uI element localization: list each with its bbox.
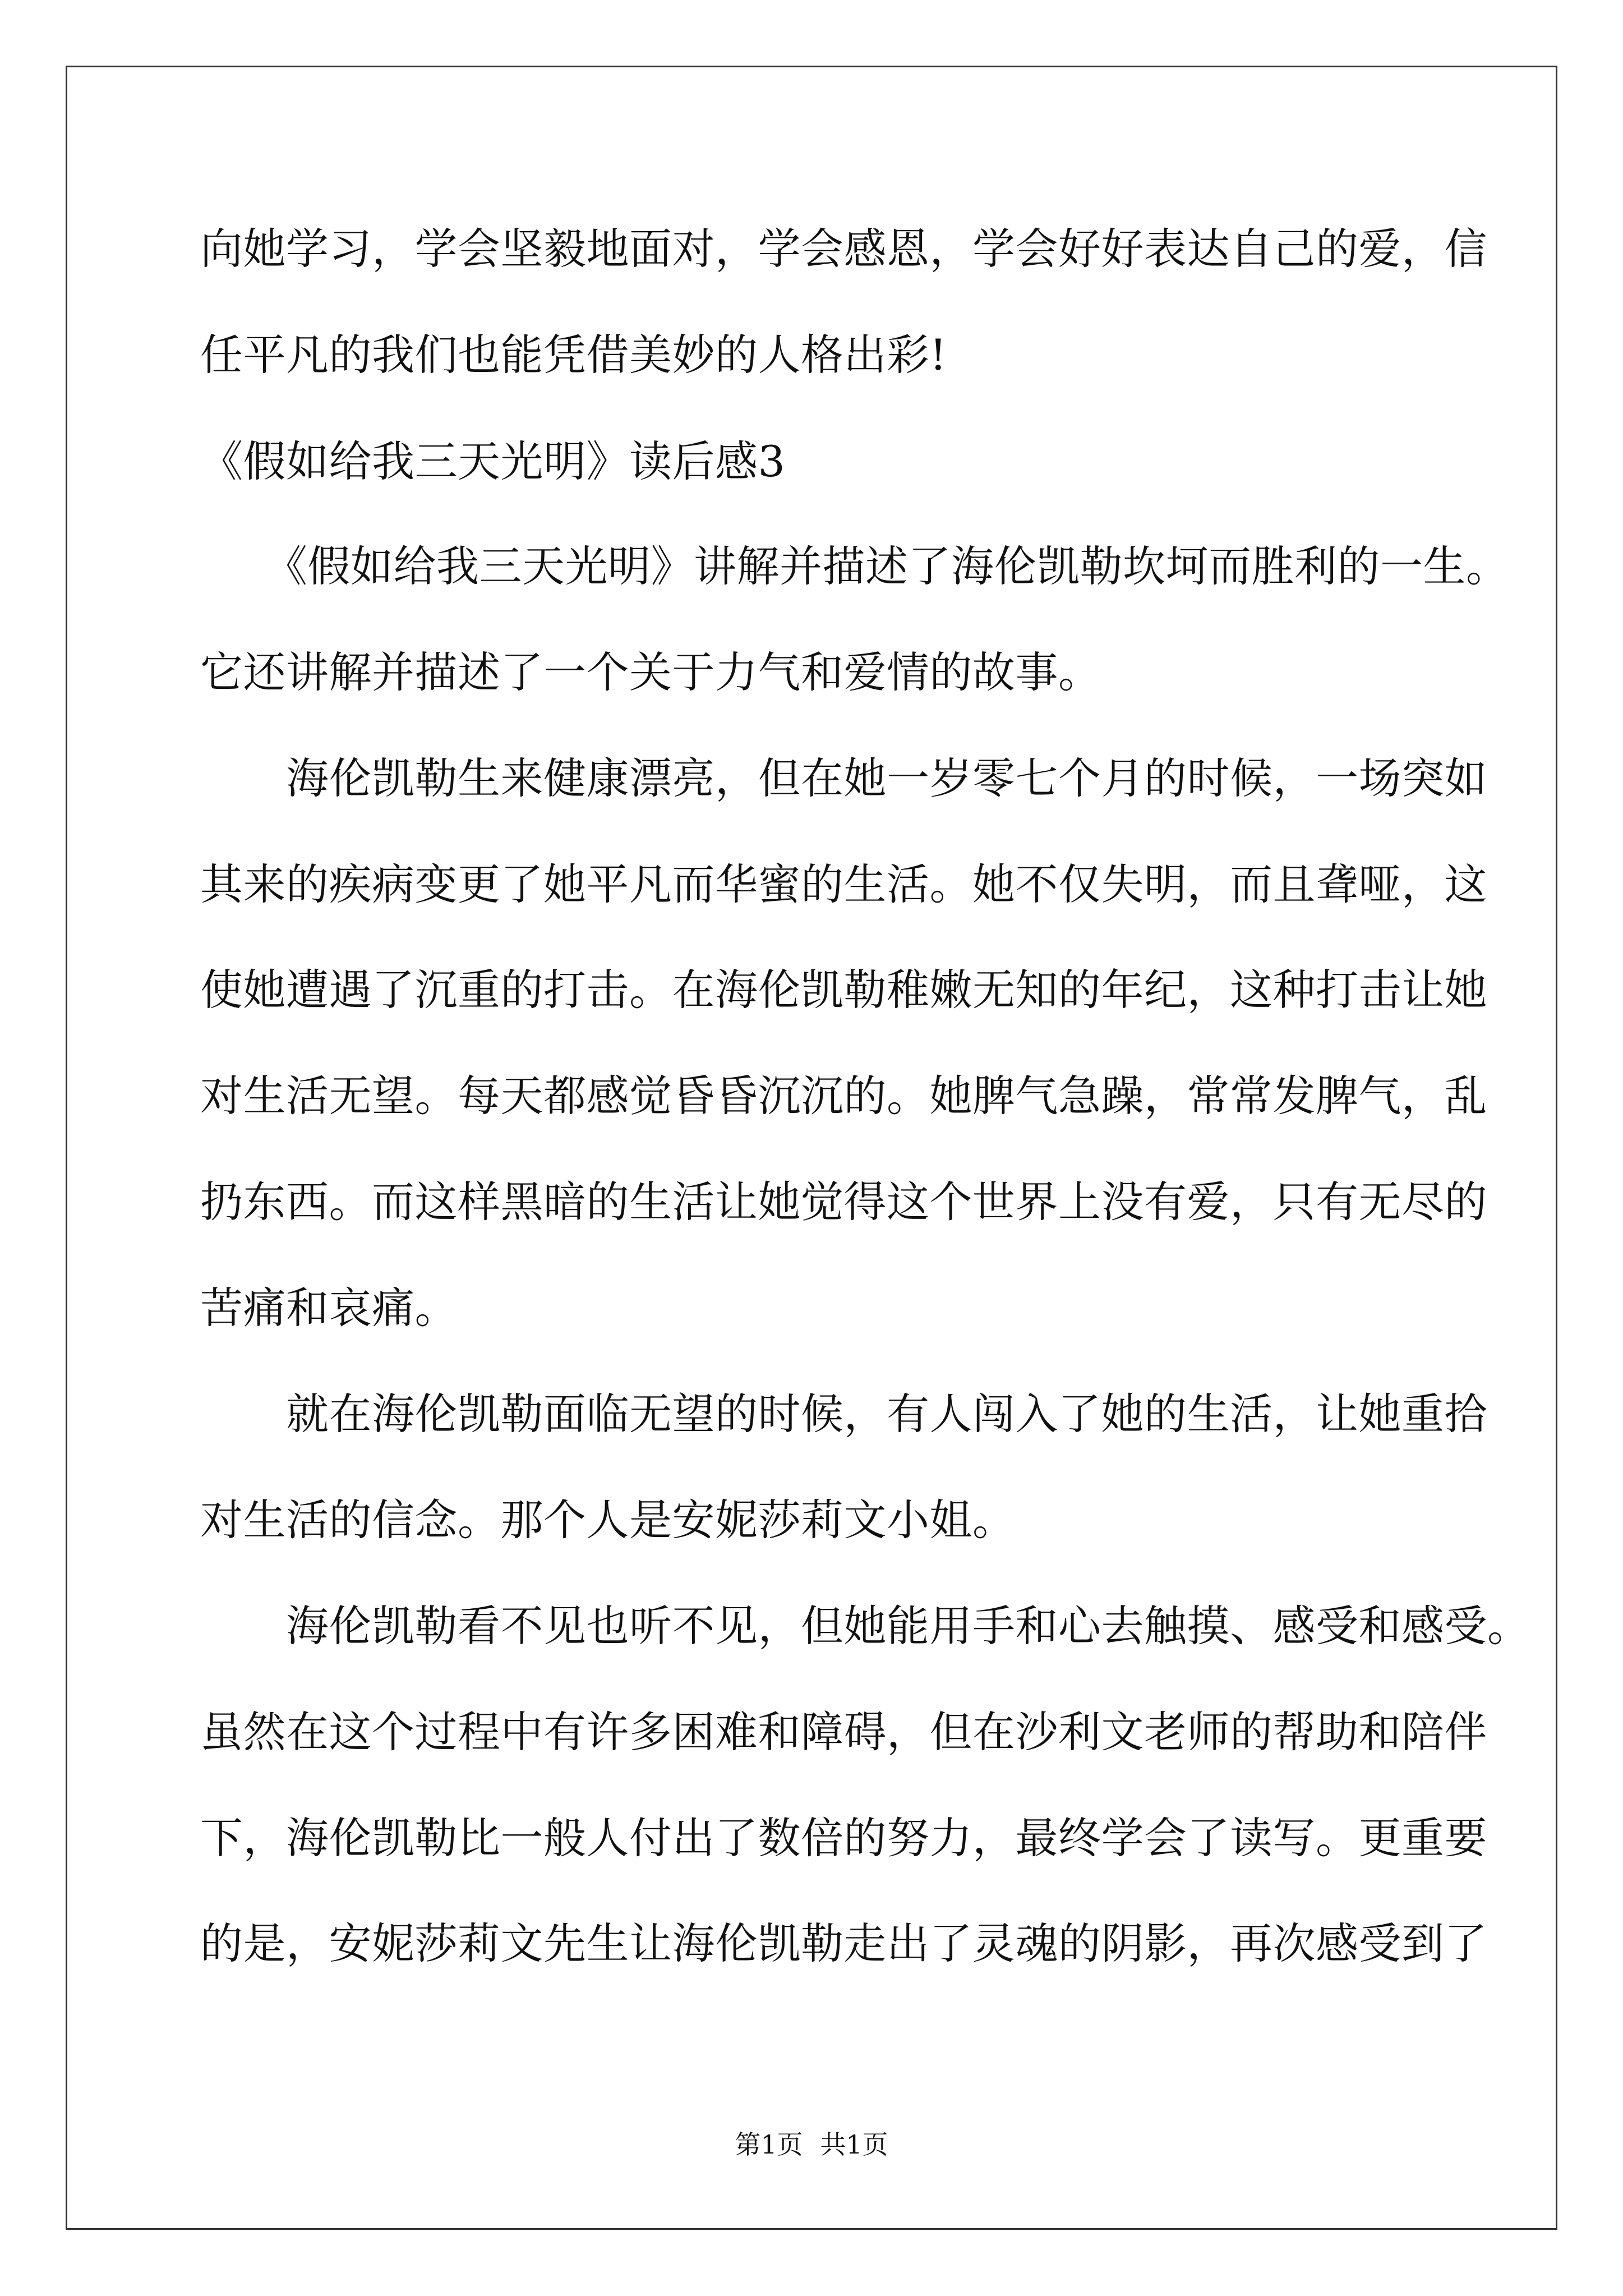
text-line: 苦痛和哀痛。: [200, 1283, 458, 1333]
text-line: 的是，安妮莎莉文先生让海伦凯勒走出了灵魂的阴影，再次感受到了: [200, 1918, 1487, 1968]
text-line: 海伦凯勒看不见也听不见，但她能用手和心去触摸、感受和感受。: [200, 1601, 1530, 1651]
text-line: 对生活无望。每天都感觉昏昏沉沉的。她脾气急躁，常常发脾气，乱: [200, 1071, 1487, 1121]
text-line: 《假如给我三天光明》讲解并描述了海伦凯勒坎坷而胜利的一生。: [200, 541, 1509, 591]
text-line: 对生活的信念。那个人是安妮莎莉文小姐。: [200, 1495, 1016, 1545]
text-line: 任平凡的我们也能凭借美妙的人格出彩!: [200, 330, 947, 380]
text-line: 使她遭遇了沉重的打击。在海伦凯勒稚嫩无知的年纪，这种打击让她: [200, 965, 1487, 1015]
text-line: 虽然在这个过程中有许多困难和障碍，但在沙利文老师的帮助和陪伴: [200, 1707, 1487, 1757]
page-number: 第1页: [735, 2129, 803, 2160]
page-total: 共1页: [820, 2129, 888, 2160]
page-border: [66, 66, 1557, 2230]
text-line: 下，海伦凯勒比一般人付出了数倍的努力，最终学会了读写。更重要: [200, 1813, 1487, 1863]
page-footer: [0, 2129, 1623, 2160]
section-heading: 《假如给我三天光明》读后感3: [200, 436, 786, 486]
text-line: 海伦凯勒生来健康漂亮，但在她一岁零七个月的时候，一场突如: [200, 753, 1487, 803]
text-line: 就在海伦凯勒面临无望的时候，有人闯入了她的生活，让她重拾: [200, 1389, 1487, 1439]
text-line: 向她学习，学会坚毅地面对，学会感恩，学会好好表达自己的爱，信: [200, 224, 1487, 274]
text-line: 其来的疾病变更了她平凡而华蜜的生活。她不仅失明，而且聋哑，这: [200, 859, 1487, 909]
text-line: 扔东西。而这样黑暗的生活让她觉得这个世界上没有爱，只有无尽的: [200, 1177, 1487, 1227]
text-line: 它还讲解并描述了一个关于力气和爱情的故事。: [200, 647, 1101, 697]
